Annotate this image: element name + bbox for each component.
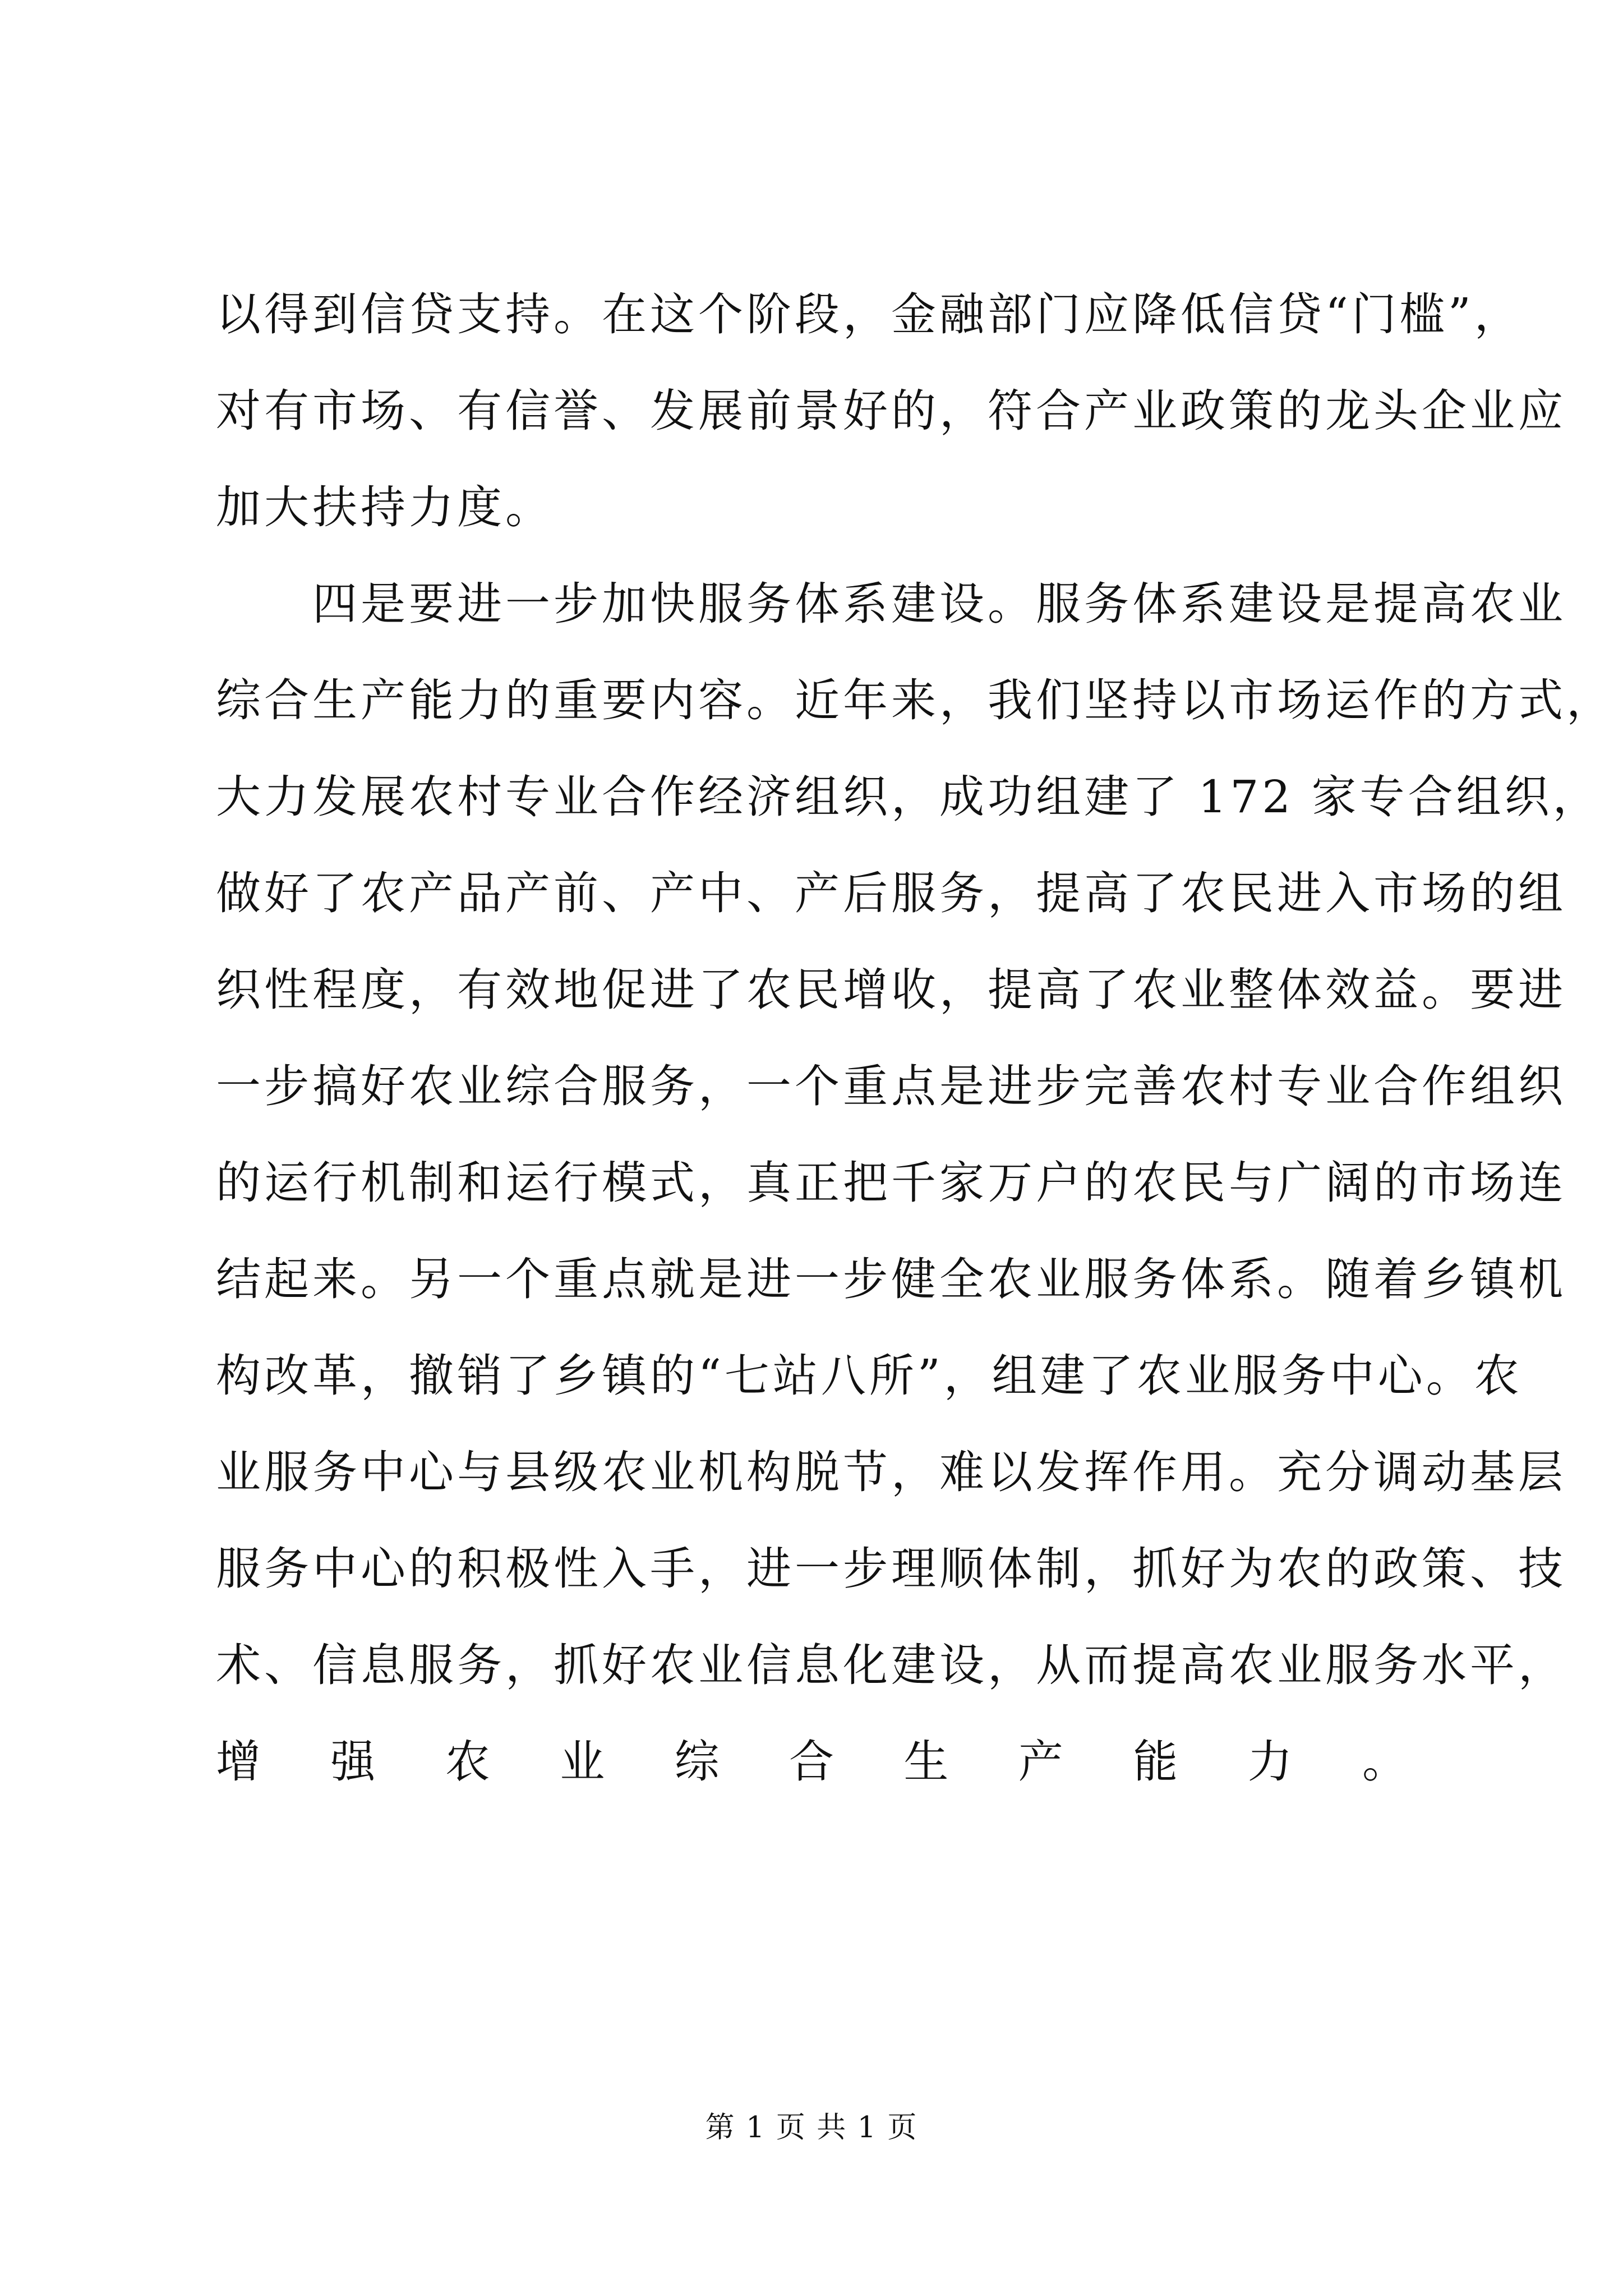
text-line: 增强农业综合生产能力。: [216, 1736, 1410, 1788]
text-line: 业服务中心与县级农业机构脱节，难以发挥作用。充分调动基层: [216, 1446, 1566, 1498]
text-line: 大力发展农村专业合作经济组织，成功组建了 172 家专合组织，: [216, 771, 1601, 823]
text-line: 以得到信贷支持。在这个阶段，金融部门应降低信贷“门槛”，: [216, 288, 1523, 341]
text-line: 做好了农产品产前、产中、产后服务，提高了农民进入市场的组: [216, 867, 1566, 919]
paragraph-2: [216, 556, 1615, 1907]
text-line: 的运行机制和运行模式，真正把千家万户的农民与广阔的市场连: [216, 1157, 1566, 1209]
paragraph-1: [216, 266, 1566, 556]
page-number-footer: 第 1 页 共 1 页: [705, 2111, 918, 2145]
text-line: 结起来。另一个重点就是进一步健全农业服务体系。随着乡镇机: [216, 1253, 1566, 1305]
text-line: 对有市场、有信誉、发展前景好的，符合产业政策的龙头企业应: [216, 385, 1566, 437]
text-line: [216, 1810, 1410, 1907]
text-line: 构改革，撤销了乡镇的“七站八所”，组建了农业服务中心。农: [216, 1350, 1523, 1402]
text-line: 四是要进一步加快服务体系建设。服务体系建设是提高农业: [312, 578, 1566, 630]
text-line: 织性程度，有效地促进了农民增收，提高了农业整体效益。要进: [216, 964, 1566, 1016]
text-line: 一步搞好农业综合服务，一个重点是进步完善农村专业合作组织: [216, 1060, 1566, 1112]
text-line: 术、信息服务，抓好农业信息化建设，从而提高农业服务水平，: [216, 1639, 1566, 1691]
text-line: 综合生产能力的重要内容。近年来，我们坚持以市场运作的方式，: [216, 674, 1615, 726]
text-line: 加大扶持力度。: [216, 481, 554, 533]
text-line: 服务中心的积极性入手，进一步理顺体制，抓好为农的政策、技: [216, 1543, 1566, 1595]
body-text: [216, 266, 1615, 1907]
